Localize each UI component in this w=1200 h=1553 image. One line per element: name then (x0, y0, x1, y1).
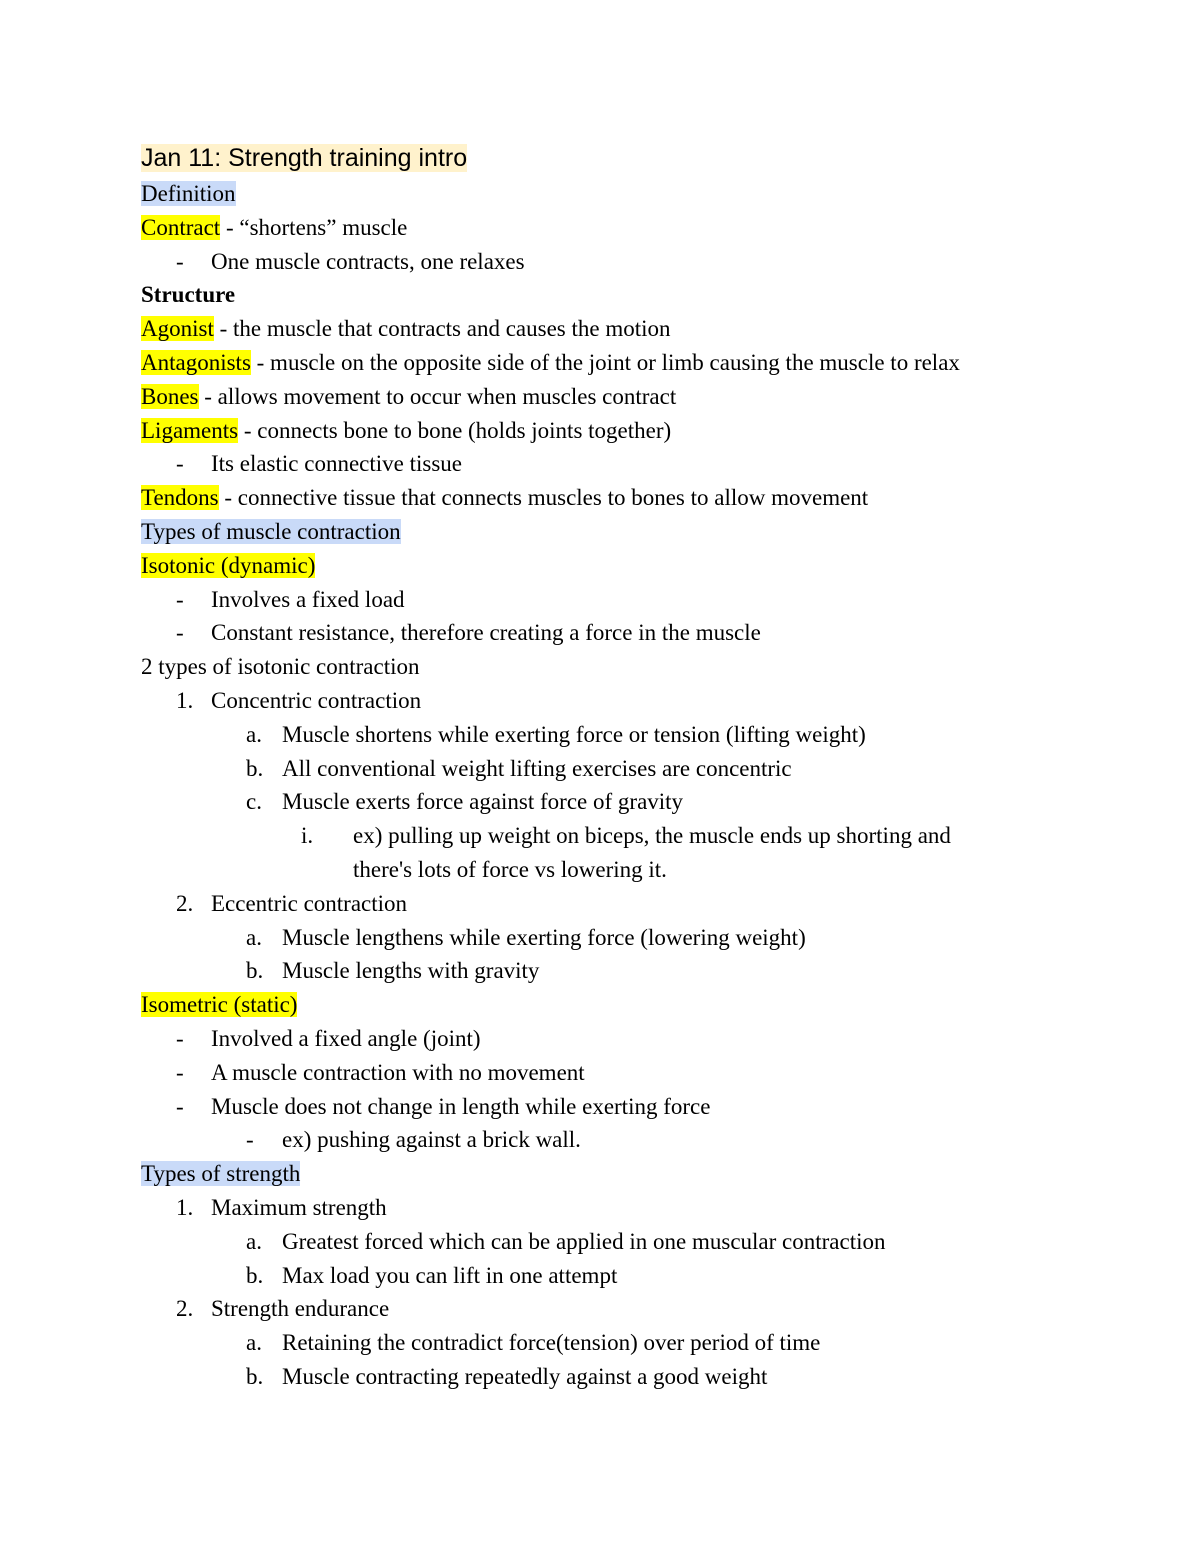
bullet-item: - A muscle contraction with no movement (176, 1059, 585, 1085)
antagonists-line: Antagonists - muscle on the opposite side of the joint or limb causing the muscle to relax (141, 349, 960, 375)
bullet-item: - One muscle contracts, one relaxes (176, 248, 525, 274)
term-bones: Bones (141, 383, 199, 409)
notes-content (141, 139, 1151, 1394)
types-contraction-heading: Types of muscle contraction (141, 518, 401, 544)
lettered-item: a. Retaining the contradict force(tension) over period of time (246, 1330, 821, 1356)
two-types-line: 2 types of isotonic contraction (141, 654, 420, 680)
term-antagonists: Antagonists (141, 349, 251, 375)
lettered-item: c. Muscle exerts force against force of gravity (246, 789, 684, 815)
lettered-item: a. Muscle lengthens while exerting force (lowering weight) (246, 924, 806, 950)
bullet-item: - Its elastic connective tissue (176, 451, 463, 477)
lettered-item: b. Max load you can lift in one attempt (246, 1262, 618, 1288)
lettered-item: a. Greatest forced which can be applied in one muscular contraction (246, 1228, 886, 1254)
numbered-item: 1. Concentric contraction (176, 687, 422, 713)
isometric-heading: Isometric (static) (141, 992, 298, 1018)
lettered-item: b. All conventional weight lifting exercises are concentric (246, 755, 792, 781)
definition-heading: Definition (141, 181, 236, 206)
structure-heading: Structure (141, 282, 236, 308)
numbered-item: 2. Strength endurance (176, 1296, 390, 1322)
isotonic-heading: Isotonic (dynamic) (141, 552, 316, 578)
lettered-item: b. Muscle lengths with gravity (246, 958, 540, 984)
bullet-item: - Muscle does not change in length while exerting force (176, 1093, 711, 1119)
lettered-item: a. Muscle shortens while exerting force or tension (lifting weight) (246, 721, 866, 747)
bones-line: Bones - allows movement to occur when muscles contract (141, 383, 677, 409)
term-ligaments: Ligaments (141, 417, 239, 443)
ligaments-line: Ligaments - connects bone to bone (holds joints together) (141, 417, 672, 443)
types-strength-heading: Types of strength (141, 1161, 301, 1187)
lettered-item: b. Muscle contracting repeatedly against a good weight (246, 1363, 768, 1389)
roman-item: i. ex) pulling up weight on biceps, the muscle ends up shorting and (301, 823, 951, 849)
roman-item-continued: there's lots of force vs lowering it. (353, 856, 667, 882)
numbered-item: 1. Maximum strength (176, 1194, 387, 1220)
tendons-line: Tendons - connective tissue that connects muscles to bones to allow movement (141, 485, 869, 511)
agonist-line: Agonist - the muscle that contracts and causes the motion (141, 316, 671, 342)
page-title: Jan 11: Strength training intro (141, 144, 468, 172)
term-tendons: Tendons (141, 485, 219, 511)
term-contract: Contract (141, 214, 221, 240)
numbered-item: 2. Eccentric contraction (176, 890, 408, 916)
contract-line: Contract - “shortens” muscle (141, 214, 408, 240)
term-agonist: Agonist (141, 316, 214, 342)
bullet-item: - Involved a fixed angle (joint) (176, 1025, 481, 1051)
sub-bullet-item: - ex) pushing against a brick wall. (246, 1127, 581, 1153)
bullet-item: - Constant resistance, therefore creating a force in the muscle (176, 620, 761, 646)
bullet-item: - Involves a fixed load (176, 586, 405, 612)
